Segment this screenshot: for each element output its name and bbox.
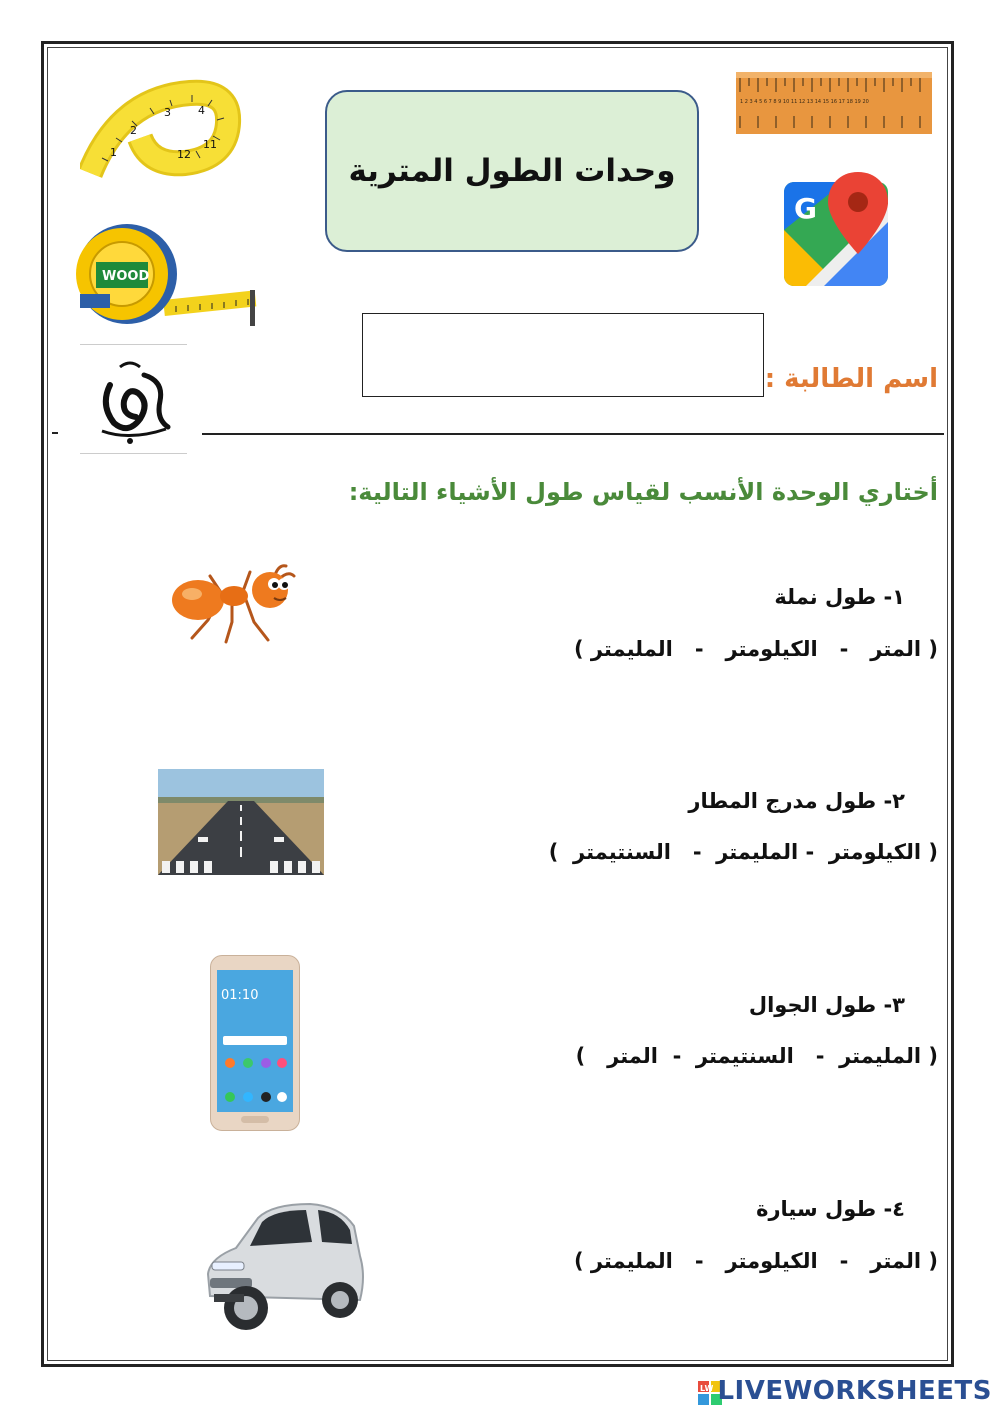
phone-search-bar [223,1036,287,1045]
measuring-tape-icon [80,78,242,190]
svg-text:WOOD: WOOD [102,269,150,284]
ruler-icon [736,72,932,134]
svg-text:G: G [794,192,817,225]
student-name-field[interactable] [362,313,764,397]
student-name-label: اسم الطالبة : [764,364,938,394]
svg-text:3: 3 [164,106,171,119]
google-maps-icon [784,170,894,290]
tape-measure-icon [72,222,258,334]
phone-icon [210,955,300,1131]
divider-line [202,433,944,435]
runway-icon [158,769,324,875]
divider-mark [52,432,58,434]
question-4-options[interactable]: ( المتر - الكيلومتر - المليمتر ) [573,1249,938,1273]
svg-text:11: 11 [203,138,217,151]
phone-time: 01:10 [221,988,259,1003]
ruler-numbers: 1 2 3 4 5 6 7 8 9 10 11 12 13 14 15 16 17 18 19 20 [740,99,869,105]
question-3-title: ٣- طول الجوال [748,993,905,1017]
question-2-title: ٢- طول مدرج المطار [688,789,905,813]
svg-text:1: 1 [110,146,117,159]
question-4-title: ٤- طول سيارة [756,1197,905,1221]
calligraphy-logo-icon [80,345,187,453]
svg-text:2: 2 [130,124,137,137]
title-box [325,90,699,252]
svg-text:12: 12 [177,148,191,161]
liveworksheets-brand[interactable]: LIVEWORKSHEETS [717,1376,992,1406]
page-title: وحدات الطول المترية [348,153,676,189]
question-3-options[interactable]: ( المليمتر - السنتيمتر - المتر ) [575,1044,938,1068]
svg-text:4: 4 [198,104,205,117]
phone-screen [217,970,293,1112]
question-2-options[interactable]: ( الكيلومتر - المليمتر - السنتيمتر ) [548,840,938,864]
question-1-title: ١- طول نملة [774,585,905,609]
question-1-options[interactable]: ( المتر - الكيلومتر - المليمتر ) [573,637,938,661]
instruction-text: أختاري الوحدة الأنسب لقياس طول الأشياء التالية: [348,478,938,506]
liveworksheets-logo-letters: LW [700,1384,714,1393]
ant-icon [170,560,298,644]
calligraphy-logo [80,344,187,454]
car-icon [200,1196,366,1338]
